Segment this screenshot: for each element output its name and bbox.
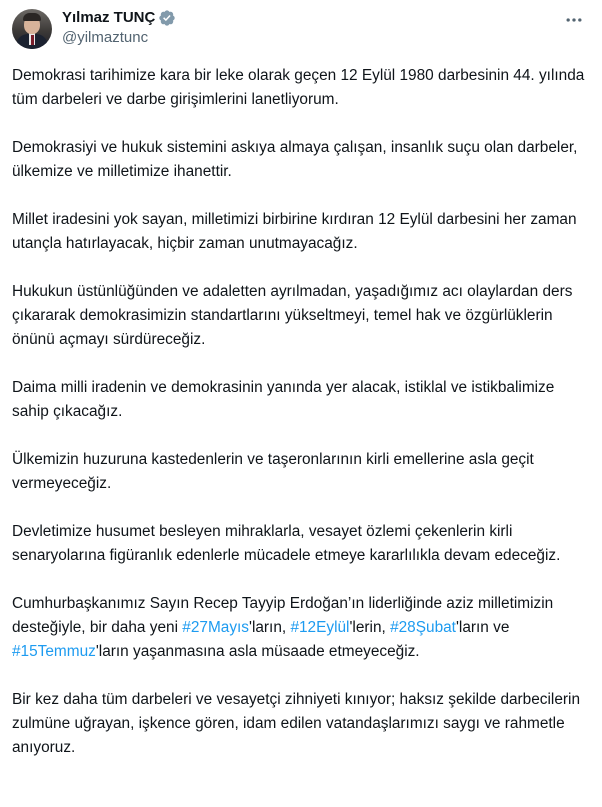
hashtag-link[interactable]: #28Şubat bbox=[390, 619, 456, 636]
text-segment: 'ların, bbox=[249, 619, 291, 636]
display-name[interactable]: Yılmaz TUNÇ bbox=[62, 9, 156, 26]
tweet-paragraph: Millet iradesini yok sayan, milletimizi birbirine kırdıran 12 Eylül darbesini her zaman utançla hatırlayacak, hiçbir zaman unutmayacağız. bbox=[12, 211, 581, 252]
tweet-paragraph: Bir kez daha tüm darbeleri ve vesayetçi zihniyeti kınıyor; haksız şekilde darbecilerin zulmüne uğrayan, işkence gören, idam edilen vatandaşlarımızı saygı ve rahmetle anıyoruz. bbox=[12, 691, 585, 756]
avatar[interactable] bbox=[12, 9, 52, 49]
text-segment: 'lerin, bbox=[349, 619, 391, 636]
tweet-paragraph: Demokrasiyi ve hukuk sistemini askıya almaya çalışan, insanlık suçu olan darbeler, ülkemize ve milletimize ihanettir. bbox=[12, 139, 582, 180]
more-options-icon[interactable] bbox=[564, 10, 584, 30]
tweet-paragraph: Hukukun üstünlüğünden ve adaletten ayrılmadan, yaşadığımız acı olaylardan ders çıkararak demokrasimizin standartlarını yükseltmeyi, temel hak ve özgürlüklerin önünü açmayı sürdüreceğiz. bbox=[12, 283, 577, 348]
tweet-paragraph: Ülkemizin huzuruna kastedenlerin ve taşeronlarının kirli emellerine asla geçit vermeyeceğiz. bbox=[12, 451, 539, 492]
tweet-paragraph-hashtags bbox=[12, 592, 586, 664]
text-segment: Cumhurbaşkanımız Sayın Recep Tayyip Erdoğan’ın liderliğinde aziz milletimizin desteğiyle, bir daha yeni bbox=[12, 595, 558, 636]
tweet-text bbox=[12, 64, 588, 760]
user-handle[interactable]: @yilmaztunc bbox=[62, 29, 149, 46]
text-segment: 'ların yaşanmasına asla müsaade etmeyeceğiz. bbox=[95, 643, 420, 660]
hashtag-link[interactable]: #27Mayıs bbox=[182, 619, 249, 636]
user-info bbox=[62, 8, 176, 48]
tweet-paragraph: Daima milli iradenin ve demokrasinin yanında yer alacak, istiklal ve istikbalimize sahip çıkacağız. bbox=[12, 379, 559, 420]
tweet-paragraph: Devletimize husumet besleyen mihraklarla, vesayet özlemi çekenlerin kirli senaryolarına figüranlık edenlerle mücadele etmeye kararlılıkla devam edeceğiz. bbox=[12, 523, 561, 564]
tweet-header bbox=[12, 8, 588, 64]
hashtag-link[interactable]: #12Eylül bbox=[290, 619, 350, 636]
hashtag-link[interactable]: #15Temmuz bbox=[12, 643, 96, 660]
tweet-paragraph: Demokrasi tarihimize kara bir leke olarak geçen 12 Eylül 1980 darbesinin 44. yılında tüm darbeleri ve darbe girişimlerini lanetliyorum. bbox=[12, 67, 589, 108]
text-segment: 'ların ve bbox=[455, 619, 514, 636]
verified-badge-icon bbox=[158, 9, 176, 27]
